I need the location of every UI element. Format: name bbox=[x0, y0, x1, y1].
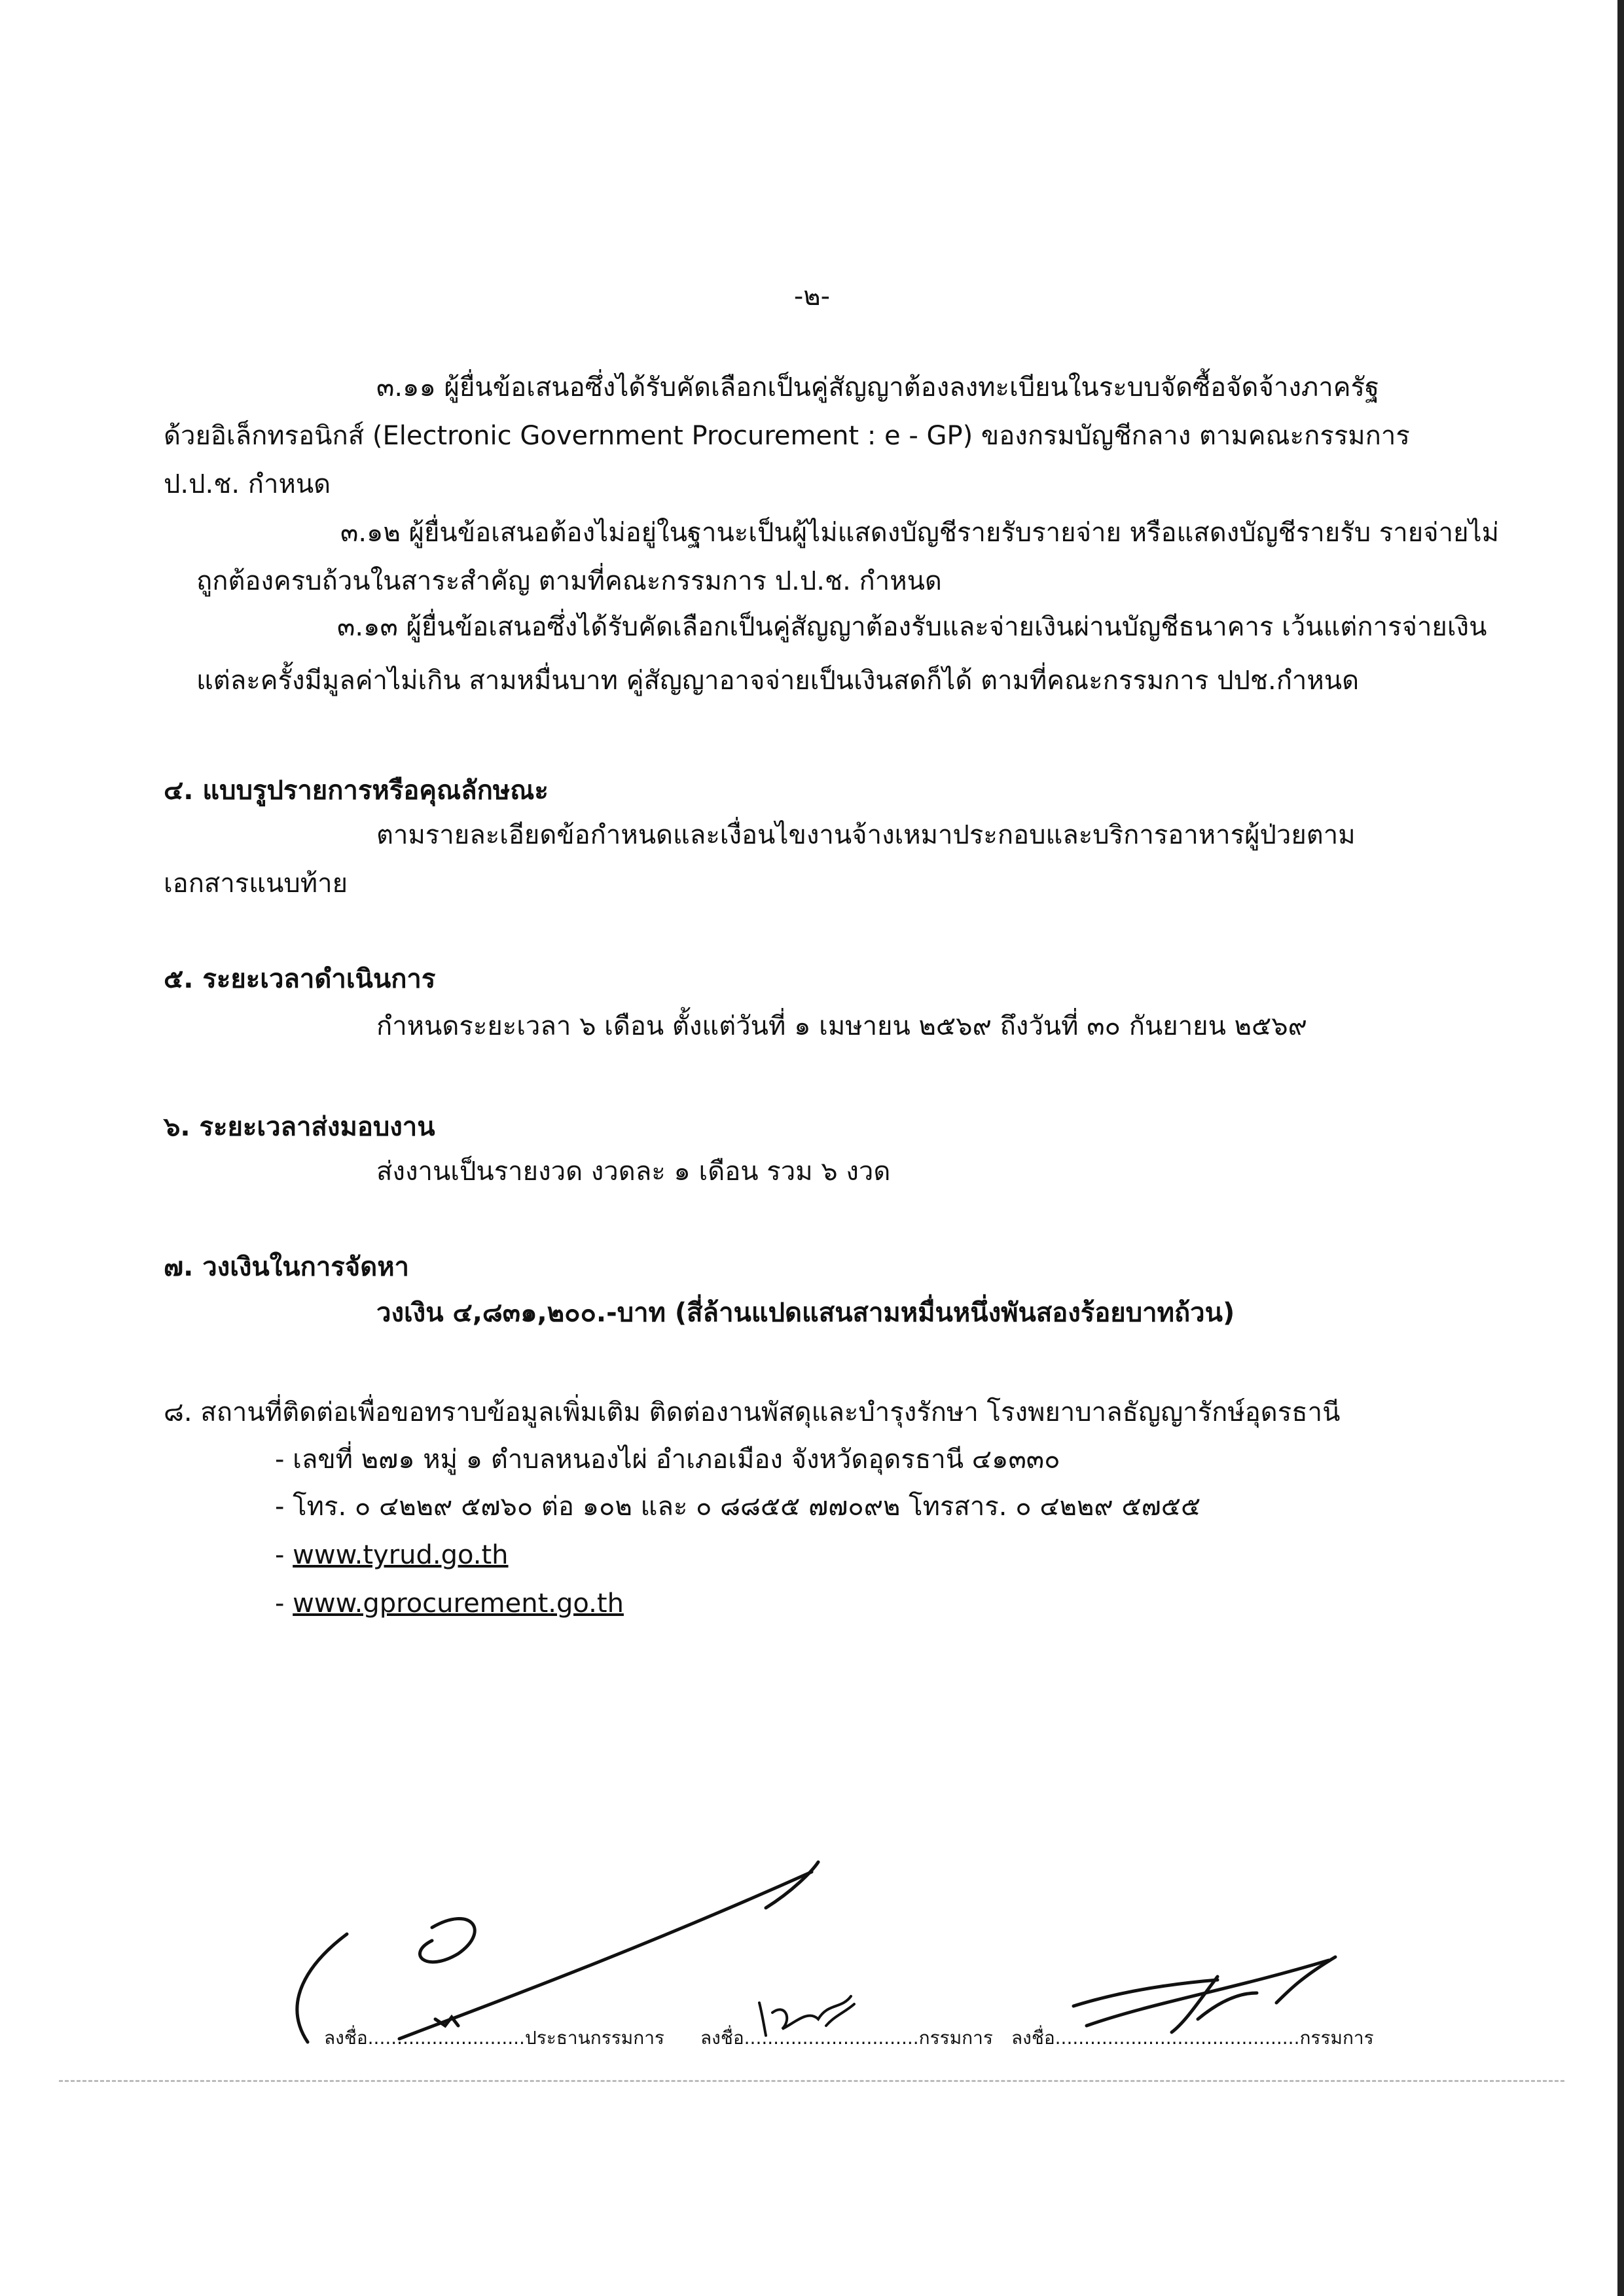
scan-dashed-line bbox=[59, 2080, 1564, 2082]
clause-3-11-line-3: ป.ป.ช. กำหนด bbox=[164, 469, 331, 499]
clause-3-12-line-1: ๓.๑๒ ผู้ยื่นข้อเสนอต้องไม่อยู่ในฐานะเป็นผู้ไม่แสดงบัญชีรายรับรายจ่าย หรือแสดงบัญชีรายรับ รายจ่ายไม่ bbox=[340, 518, 1499, 548]
clause-3-13-line-2: แต่ละครั้งมีมูลค่าไม่เกิน สามหมื่นบาท คู่สัญญาอาจจ่ายเป็นเงินสดก็ได้ ตามที่คณะกรรมการ ปปช.กำหนด bbox=[196, 666, 1360, 696]
section-7-heading: ๗. วงเงินในการจัดหา bbox=[164, 1252, 410, 1282]
section-7-line-1: วงเงิน ๔,๘๓๑,๒๐๐.-บาท (สี่ล้านแปดแสนสามหมื่นหนึ่งพันสองร้อยบาทถ้วน) bbox=[376, 1298, 1235, 1328]
page-number: -๒- bbox=[793, 281, 831, 312]
scan-edge bbox=[1617, 0, 1624, 2296]
clause-3-13-line-1: ๓.๑๓ ผู้ยื่นข้อเสนอซึ่งได้รับคัดเลือกเป็นคู่สัญญาต้องรับและจ่ายเงินผ่านบัญชีธนาคาร เว้นแต่การจ่ายเงิน bbox=[337, 612, 1487, 642]
clause-3-11-line-2: ด้วยอิเล็กทรอนิกส์ (Electronic Government Procurement : e - GP) ของกรมบัญชีกลาง ตามคณะกรรมการ bbox=[164, 421, 1410, 451]
section-5-line-1: กำหนดระยะเวลา ๖ เดือน ตั้งแต่วันที่ ๑ เมษายน ๒๕๖๙ ถึงวันที่ ๓๐ กันยายน ๒๕๖๙ bbox=[376, 1011, 1307, 1041]
section-4-line-1: ตามรายละเอียดข้อกำหนดและเงื่อนไขงานจ้างเหมาประกอบและบริการอาหารผู้ป่วยตาม bbox=[376, 820, 1356, 850]
signature-chairman-label: ลงชื่อ...........................ประธานกรรมการ bbox=[324, 2027, 664, 2049]
section-5-heading: ๕. ระยะเวลาดำเนินการ bbox=[164, 964, 436, 994]
clause-3-12-line-2: ถูกต้องครบถ้วนในสาระสำคัญ ตามที่คณะกรรมการ ป.ป.ช. กำหนด bbox=[196, 566, 942, 596]
signature-member-2-label: ลงชื่อ..........................................กรรมการ bbox=[1011, 2027, 1374, 2049]
section-4-heading: ๔. แบบรูปรายการหรือคุณลักษณะ bbox=[164, 776, 549, 806]
section-4-line-2: เอกสารแนบท้าย bbox=[164, 869, 348, 899]
contact-phone: - โทร. ๐ ๔๒๒๙ ๕๗๖๐ ต่อ ๑๐๒ และ ๐ ๘๘๕๕ ๗๗๐๙๒ โทรสาร. ๐ ๔๒๒๙ ๕๗๕๕ bbox=[275, 1492, 1201, 1522]
section-6-line-1: ส่งงานเป็นรายงวด งวดละ ๑ เดือน รวม ๖ งวด bbox=[376, 1157, 891, 1187]
signature-chairman bbox=[297, 1862, 818, 2042]
list-dash: - bbox=[275, 1540, 293, 1570]
signature-member-2 bbox=[1074, 1957, 1335, 2032]
section-8-line-1: ๘. สถานที่ติดต่อเพื่อขอทราบข้อมูลเพิ่มเติม ติดต่องานพัสดุและบำรุงรักษา โรงพยาบาลธัญญารักษ์อุดรธานี bbox=[164, 1397, 1341, 1427]
contact-website-1-row bbox=[275, 1538, 509, 1572]
website-link-tyrud[interactable]: www.tyrud.go.th bbox=[293, 1540, 509, 1570]
contact-address: - เลขที่ ๒๗๑ หมู่ ๑ ตำบลหนองไผ่ อำเภอเมือง จังหวัดอุดรธานี ๔๑๓๓๐ bbox=[275, 1444, 1060, 1475]
contact-website-2-row bbox=[275, 1587, 624, 1621]
website-link-gprocurement[interactable]: www.gprocurement.go.th bbox=[293, 1588, 624, 1619]
clause-3-11-line-1: ๓.๑๑ ผู้ยื่นข้อเสนอซึ่งได้รับคัดเลือกเป็นคู่สัญญาต้องลงทะเบียนในระบบจัดซื้อจัดจ้างภาครัฐ bbox=[376, 372, 1380, 403]
list-dash: - bbox=[275, 1588, 293, 1619]
section-6-heading: ๖. ระยะเวลาส่งมอบงาน bbox=[164, 1112, 435, 1142]
signature-member-1-label: ลงชื่อ..............................กรรมการ bbox=[700, 2027, 993, 2049]
